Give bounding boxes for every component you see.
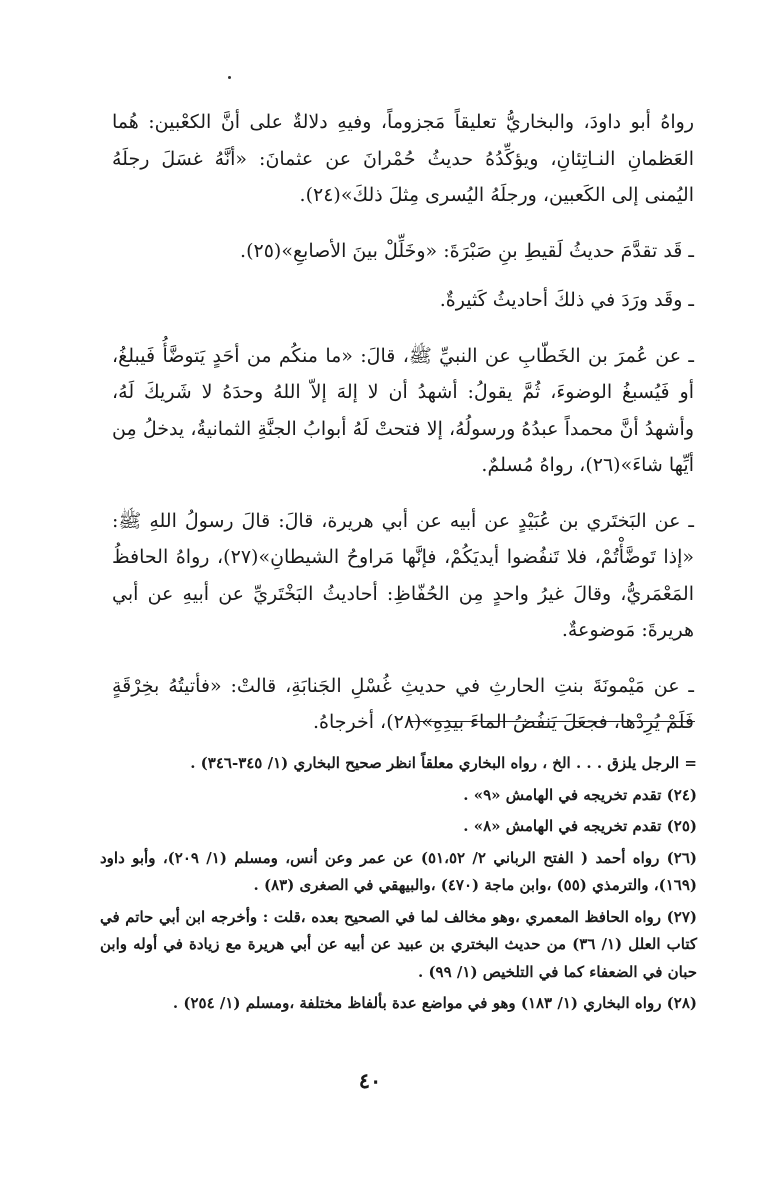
footnote-24: (٢٤) تقدم تخريجه في الهامش «٩» . — [463, 785, 697, 804]
page-number: ٤٠ — [358, 1068, 382, 1093]
footnote-divider — [409, 721, 695, 722]
footnote-28: (٢٨) رواه البخاري (١/ ١٨٣) وهو في مواضع عدة بألفاظ مختلفة ،ومسلم (١/ ٢٥٤) . — [172, 994, 697, 1012]
footnote-26: (٢٦) رواه أحمد ( الفتح الرباني ٢/ ٥١،٥٢) عن عمر وعن أنس، ومسلم (١/ ٢٠٩)، وأبو داود (١٦٩)، والترمذي (٥٥) ،وابن ماجة (٤٧٠) ،والبيهقي في الصغرى (٨٣) . — [100, 848, 698, 894]
footnote-continued: = الرجل يلزق . . . الخ ، رواه البخاري معلقاً انظر صحيح البخاري (١/ ٣٤٥-٣٤٦) . — [190, 754, 697, 772]
paragraph-umar: ـ عن عُمرَ بن الخَطّابِ عن النبيِّ ﷺ، قالَ: «ما منكُم من أحَدٍ يَتوضَّأُ فَيبلغُ، أو فَيُسبغُ الوضوءَ، ثُمَّ يقولُ: أشهدُ أن لا إلهَ إلاّ اللهُ وحدَهُ لا شَريكَ لَهُ، وأشهدُ أنَّ محمداً عبدُهُ ورسولُهُ، إلا فتحتْ لَهُ أبوابُ الجنَّةِ الثمانيةُ، يدخلُ مِن أيِّها شاءَ»(٢٦)، رواهُ مُسلمٌ. — [112, 344, 694, 476]
footnote-25: (٢٥) تقدم تخريجه في الهامش «٨» . — [463, 817, 697, 835]
paragraph-bakhtari: ـ عن البَختَري بن عُبَيْدٍ عن أبيه عن أبي هريرة، قالَ: قالَ رسولُ اللهِ ﷺ: «إذا تَوضَّأْتُمْ، فلا تَنفُضوا أيديَكُمْ، فإنَّها مَراوحُ الشيطانِ»(٢٧)، رواهُ الحافظُ المَعْمَريُّ، وقالَ غيرُ واحدٍ مِن الحُفّاظِ: أحاديثُ البَخْتَريِّ عن أبيهِ عن أبي هريرةَ: مَوضوعةٌ. — [112, 509, 695, 641]
paragraph-laqit: ـ قَد تقدَّمَ حديثُ لَقيطِ بنِ صَبْرَةَ: «وخَلِّلْ بينَ الأصابعِ»(٢٥). — [240, 239, 694, 262]
footnote-27: (٢٧) رواه الحافظ المعمري ،وهو مخالف لما في الصحيح بعده ،قلت : وأخرجه ابن أبي حاتم في كتاب العلل (١/ ٣٦) من حديث البختري بن عبيد عن أبيه عن أبي هريرة مع زيادة في أوله وابن حبان في الضعفاء كما في التلخيص (١/ ٩٩) . — [100, 907, 697, 981]
paragraph-abu-dawud: رواهُ أبو داودَ، والبخاريُّ تعليقاً مَجزوماً، وفيهِ دلالةٌ على أنَّ الكعْبين: هُما العَظمانِ النـاتِئانِ، ويؤكِّدُهُ حديثُ حُمْرانَ عن عثمانَ: «أنَّهُ غسَلَ رجلَهُ اليُمنى إلى الكَعبين، ورجلَهُ اليُسرى مِثلَ ذلكَ»(٢٤). — [112, 111, 694, 206]
ink-speck — [228, 76, 231, 79]
footnotes — [100, 750, 697, 1022]
paragraph-many-hadiths: ـ وقَد ورَدَ في ذلكَ أحاديثُ كَثيرةٌ. — [439, 289, 694, 311]
main-text — [112, 104, 694, 760]
paragraph-maymuna: ـ عن مَيْمونَةَ بنتِ الحارثِ في حديثِ غُسْلِ الجَنابَةِ، قالتْ: «فأتيتُهُ بخِرْقَةٍ فَلَمْ يُرِدْها، فجعَلَ يَنفُضُ الماءَ بيدِهِ»(٢٨)، أخرجاهُ. — [112, 674, 694, 733]
